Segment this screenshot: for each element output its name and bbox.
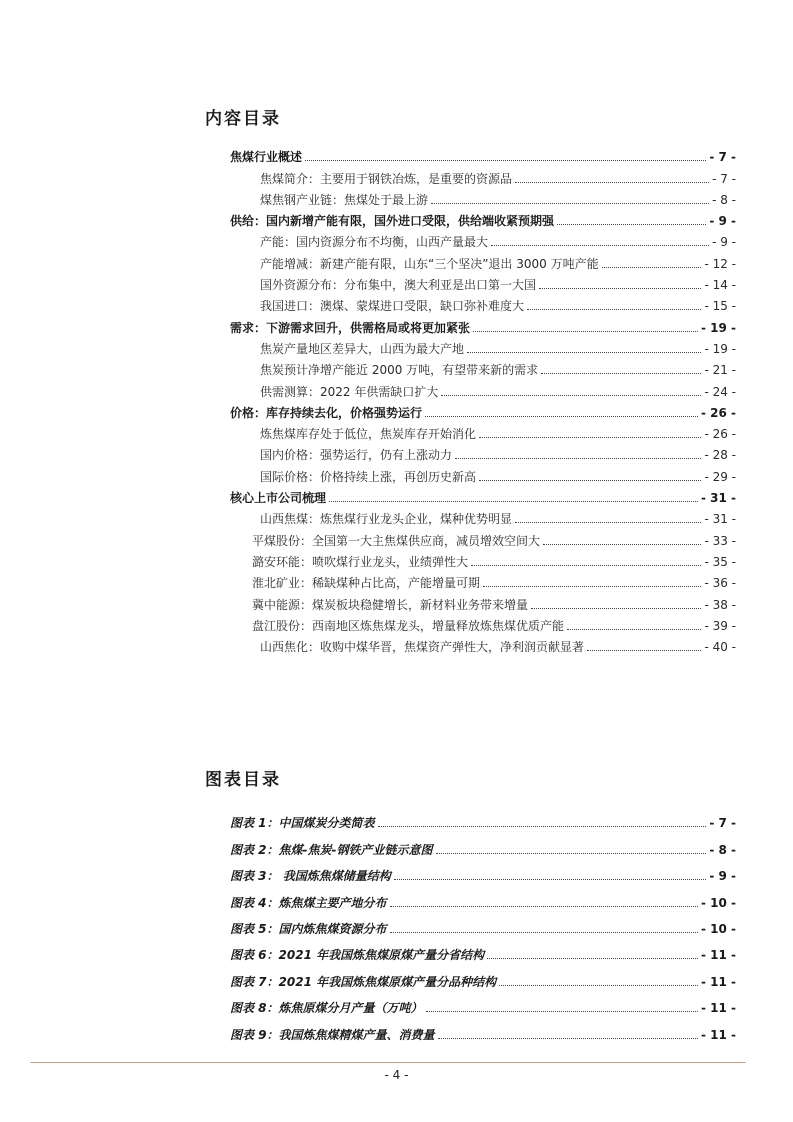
toc-entry-text: 供给：国内新增产能有限，国外进口受限，供给端收紧预期强: [230, 214, 555, 229]
figure-entry-text: 图表 2：焦煤-焦炭-钢铁产业链示意图: [230, 842, 433, 857]
footer-divider: [30, 1062, 746, 1063]
toc-entry-page: - 9 -: [712, 235, 736, 250]
toc-leader: [602, 267, 702, 268]
toc-entry-listed-companies[interactable]: [230, 484, 736, 505]
figure-entry-page: - 10 -: [700, 895, 736, 910]
figure-entry-text: 图表 5：国内炼焦煤资源分布: [230, 921, 387, 936]
toc-entry-page: - 38 -: [704, 597, 736, 612]
toc-leader: [431, 203, 709, 204]
toc-entry-inventory[interactable]: [230, 420, 736, 441]
toc-leader: [329, 501, 698, 502]
toc-entry-page: - 12 -: [704, 256, 736, 271]
toc-leader: [467, 352, 701, 353]
toc-leader: [515, 522, 701, 523]
figure-entry-page: - 11 -: [700, 948, 736, 963]
toc-entry-text: 核心上市公司梳理: [230, 491, 327, 506]
figure-entry-8[interactable]: [230, 989, 736, 1015]
figure-entry-4[interactable]: [230, 883, 736, 909]
toc-entry-text: 冀中能源：煤炭板块稳健增长，新材料业务带来增量: [252, 597, 529, 612]
toc-entry-text: 煤焦钢产业链：焦煤处于最上游: [260, 192, 429, 207]
toc-entry-text: 国内价格：强势运行，仍有上涨动力: [260, 448, 453, 463]
figure-entry-text: 图表 4：炼焦煤主要产地分布: [230, 895, 387, 910]
figure-entry-page: - 11 -: [700, 974, 736, 989]
toc-entry-text: 焦炭预计净增产能近 2000 万吨，有望带来新的需求: [260, 363, 539, 378]
toc-entry-international-price[interactable]: [230, 462, 736, 483]
toc-entry-supply[interactable]: [230, 207, 736, 228]
toc-entry-page: - 31 -: [700, 491, 736, 506]
toc-entry-pingmei[interactable]: [230, 526, 736, 547]
toc-leader: [479, 437, 701, 438]
toc-leader: [436, 853, 707, 854]
figure-entry-9[interactable]: [230, 1015, 736, 1041]
toc-entry-page: - 7 -: [709, 150, 736, 165]
toc-leader: [441, 395, 701, 396]
toc-entry-capacity-change[interactable]: [230, 249, 736, 270]
toc-entry-jizhong[interactable]: [230, 590, 736, 611]
toc-entry-supply-demand-calc[interactable]: [230, 377, 736, 398]
toc-entry-page: - 26 -: [700, 405, 736, 420]
toc-leader: [499, 985, 698, 986]
figure-entry-text: 图表 8：炼焦原煤分月产量（万吨）: [230, 1001, 423, 1016]
toc-entry-page: - 19 -: [700, 320, 736, 335]
toc-entry-page: - 31 -: [704, 512, 736, 527]
toc-entry-foreign-resources[interactable]: [230, 271, 736, 292]
toc-entry-page: - 28 -: [704, 448, 736, 463]
toc-entry-text: 炼焦煤库存处于低位，焦炭库存开始消化: [260, 427, 477, 442]
toc-entry-text: 产能：国内资源分布不均衡，山西产量最大: [260, 235, 489, 250]
toc-entry-page: - 8 -: [712, 192, 736, 207]
toc-entry-text: 国外资源分布：分布集中，澳大利亚是出口第一大国: [260, 278, 537, 293]
toc-entry-shanxi-coking[interactable]: [230, 633, 736, 654]
figure-entry-text: 图表 9：我国炼焦煤精煤产量、消费量: [230, 1027, 435, 1042]
figure-entry-2[interactable]: [230, 830, 736, 856]
toc-entry-panjiang[interactable]: [230, 612, 736, 633]
toc-leader: [531, 608, 701, 609]
toc-entry-luan[interactable]: [230, 548, 736, 569]
toc-entry-page: - 26 -: [704, 427, 736, 442]
toc-leader: [426, 1011, 698, 1012]
toc-entry-text: 平煤股份：全国第一大主焦煤供应商，减员增效空间大: [252, 533, 541, 548]
toc-entry-page: - 14 -: [704, 278, 736, 293]
toc-entry-demand[interactable]: [230, 313, 736, 334]
toc-entry-huaibei[interactable]: [230, 569, 736, 590]
toc-entry-price[interactable]: [230, 399, 736, 420]
toc-entry-text: 潞安环能：喷吹煤行业龙头，业绩弹性大: [252, 554, 469, 569]
toc-entry-text: 供需测算：2022 年供需缺口扩大: [260, 384, 439, 399]
figure-entry-3[interactable]: [230, 857, 736, 883]
toc-entry-page: - 15 -: [704, 299, 736, 314]
toc-leader: [557, 224, 706, 225]
toc-leader: [378, 826, 707, 827]
toc-entry-coke-output-regions[interactable]: [230, 335, 736, 356]
toc-entry-shanxi-coking-coal[interactable]: [230, 505, 736, 526]
toc-entry-industry-overview[interactable]: [230, 143, 736, 164]
toc-entry-page: - 39 -: [704, 618, 736, 633]
toc-leader: [491, 245, 709, 246]
toc-leader: [515, 182, 709, 183]
toc-leader: [541, 373, 701, 374]
figure-entry-6[interactable]: [230, 936, 736, 962]
toc-leader: [455, 458, 701, 459]
table-of-contents: [230, 143, 736, 654]
figure-entry-1[interactable]: [230, 804, 736, 830]
page-number: - 4 -: [384, 1068, 409, 1082]
toc-leader: [483, 586, 701, 587]
figure-entry-page: - 7 -: [709, 816, 736, 831]
figure-entry-text: 图表 3： 我国炼焦煤储量结构: [230, 869, 391, 884]
toc-entry-imports[interactable]: [230, 292, 736, 313]
figure-entry-page: - 8 -: [709, 842, 736, 857]
toc-entry-page: - 21 -: [704, 363, 736, 378]
toc-entry-text: 盘江股份：西南地区炼焦煤龙头，增量释放炼焦煤优质产能: [252, 618, 565, 633]
toc-leader: [473, 331, 698, 332]
toc-heading: 内容目录: [205, 109, 281, 129]
toc-entry-text: 山西焦煤：炼焦煤行业龙头企业，煤种优势明显: [260, 512, 513, 527]
toc-entry-text: 需求：下游需求回升，供需格局或将更加紧张: [230, 320, 471, 335]
toc-leader: [543, 544, 701, 545]
toc-entry-page: - 19 -: [704, 341, 736, 356]
toc-leader: [390, 906, 698, 907]
toc-entry-page: - 33 -: [704, 533, 736, 548]
toc-entry-text: 我国进口：澳煤、蒙煤进口受限，缺口弥补难度大: [260, 299, 525, 314]
toc-entry-text: 国际价格：价格持续上涨，再创历史新高: [260, 469, 477, 484]
toc-entry-page: - 7 -: [712, 171, 736, 186]
toc-leader: [438, 1038, 698, 1039]
toc-entry-page: - 36 -: [704, 576, 736, 591]
toc-entry-page: - 24 -: [704, 384, 736, 399]
figure-entry-page: - 11 -: [700, 1001, 736, 1016]
toc-leader: [527, 309, 701, 310]
figure-entry-page: - 10 -: [700, 921, 736, 936]
toc-entry-capacity[interactable]: [230, 228, 736, 249]
figure-entry-page: - 11 -: [700, 1027, 736, 1042]
figure-entry-7[interactable]: [230, 962, 736, 988]
toc-leader: [471, 565, 701, 566]
toc-entry-text: 价格：库存持续去化，价格强势运行: [230, 405, 423, 420]
toc-entry-text: 焦煤行业概述: [230, 150, 303, 165]
figure-entry-page: - 9 -: [709, 869, 736, 884]
toc-entry-page: - 29 -: [704, 469, 736, 484]
toc-entry-text: 产能增减：新建产能有限，山东“三个坚决”退出 3000 万吨产能: [260, 256, 599, 271]
toc-leader: [425, 416, 698, 417]
toc-leader: [587, 650, 701, 651]
toc-entry-coke-net-capacity[interactable]: [230, 356, 736, 377]
toc-entry-domestic-price[interactable]: [230, 441, 736, 462]
toc-entry-page: - 35 -: [704, 554, 736, 569]
toc-leader: [539, 288, 701, 289]
toc-leader: [479, 480, 701, 481]
figures-heading: 图表目录: [205, 770, 281, 790]
figure-entry-text: 图表 6：2021 年我国炼焦煤原煤产量分省结构: [230, 948, 485, 963]
toc-leader: [567, 629, 701, 630]
toc-entry-coking-coal-intro[interactable]: [230, 164, 736, 185]
toc-entry-text: 焦炭产量地区差异大，山西为最大产地: [260, 341, 465, 356]
toc-entry-industry-chain[interactable]: [230, 186, 736, 207]
toc-entry-text: 焦煤简介：主要用于钢铁冶炼，是重要的资源品: [260, 171, 513, 186]
toc-entry-text: 山西焦化：收购中煤华晋，焦煤资产弹性大，净利润贡献显著: [260, 640, 585, 655]
toc-leader: [390, 932, 698, 933]
toc-entry-page: - 40 -: [704, 640, 736, 655]
figure-entry-text: 图表 7：2021 年我国炼焦煤原煤产量分品种结构: [230, 974, 497, 989]
figure-entry-5[interactable]: [230, 910, 736, 936]
toc-leader: [305, 160, 706, 161]
list-of-figures: [230, 804, 736, 1042]
figure-entry-text: 图表 1：中国煤炭分类简表: [230, 816, 375, 831]
toc-leader: [487, 958, 698, 959]
toc-entry-page: - 9 -: [709, 214, 736, 229]
toc-entry-text: 淮北矿业：稀缺煤种占比高，产能增量可期: [252, 576, 481, 591]
toc-leader: [394, 879, 707, 880]
